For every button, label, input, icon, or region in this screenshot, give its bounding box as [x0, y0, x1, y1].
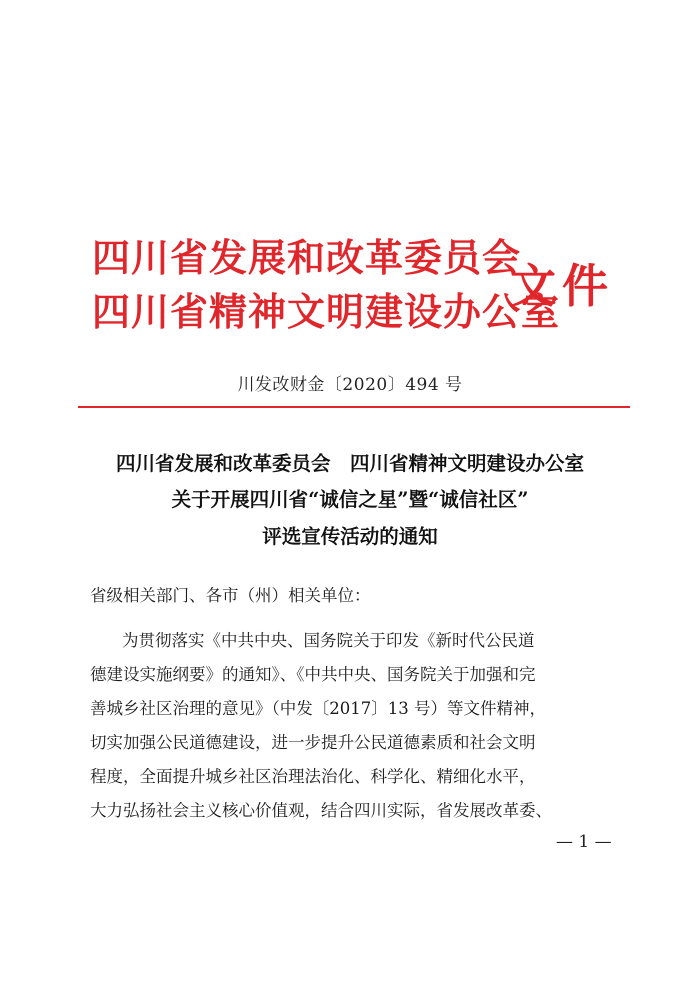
paragraph-line: 德建设实施纲要》的通知》、《中共中央、国务院关于加强和完 [90, 665, 536, 684]
red-separator-line [78, 406, 630, 408]
issuer-name-2: 四川省精神文明建设办公室 [92, 289, 561, 334]
paragraph-line: 大力弘扬社会主义核心价值观，结合四川实际，省发展改革委、 [90, 801, 552, 820]
paragraph-line: 切实加强公民道德建设，进一步提升公民道德素质和社会文明 [90, 733, 536, 752]
title-line-3: 评选宣传活动的通知 [262, 525, 438, 548]
page-number: — 1 — [556, 832, 612, 852]
title-line-1: 四川省发展和改革委员会 四川省精神文明建设办公室 [115, 452, 584, 475]
document-kind: 文件 [510, 259, 614, 313]
title-line-2: 关于开展四川省“诚信之星”暨“诚信社区” [171, 488, 529, 511]
paragraph-line: 善城乡社区治理的意见》（中发〔2017〕13 号）等文件精神， [90, 699, 546, 718]
document-number: 川发改财金〔2020〕494 号 [237, 375, 463, 395]
paragraph-line: 为贯彻落实《中共中央、国务院关于印发《新时代公民道 [122, 631, 535, 650]
red-letterhead [92, 236, 612, 356]
issuer-name-1: 四川省发展和改革委员会 [92, 235, 522, 280]
salutation: 省级相关部门、各市（州）相关单位： [90, 586, 371, 605]
paragraph-line: 程度，全面提升城乡社区治理法治化、科学化、精细化水平， [90, 767, 536, 786]
